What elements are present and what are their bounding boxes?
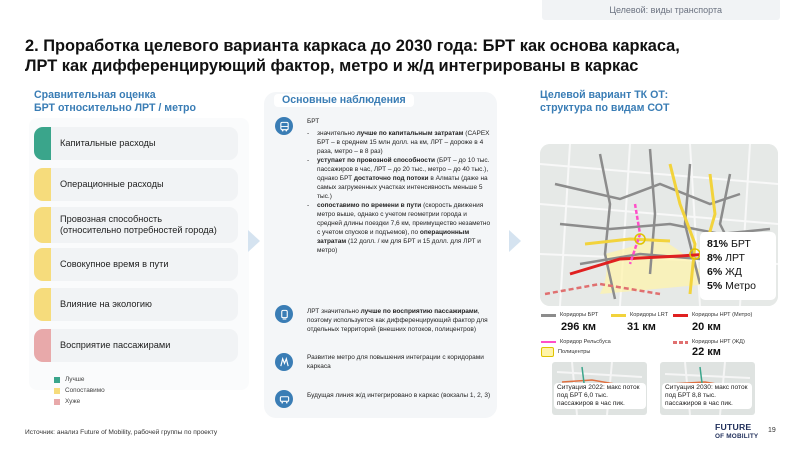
metro-observation: Развитие метро для повышения интеграции с коридорами каркаса <box>307 354 484 370</box>
source-note: Источник: анализ Future of Mobility, рабочей группы по проекту <box>25 429 218 436</box>
rating-comparable-bar <box>34 168 51 201</box>
legend-comparable: Сопоставимо <box>54 387 105 394</box>
legend-brt: Коридоры БРТ <box>541 312 598 318</box>
share-brt: 81% БРТ <box>707 238 751 250</box>
brt-bullet-capex: - значительно лучше по капитальным затратам (CAPEX БРТ – в среднем 15 млн долл. на км, ЛРТ – дороже в 4 раза, метро – в 8 раз) <box>307 129 492 156</box>
share-lrt: 8% ЛРТ <box>707 252 745 264</box>
criterion-travel-time: Совокупное время в пути <box>34 248 238 281</box>
legend-lrt: Коридоры LRT <box>611 312 668 318</box>
section-tag: Целевой: виды транспорта <box>542 0 780 20</box>
page-title-line1: 2. Проработка целевого варианта каркаса до 2030 года: БРТ как основа каркаса, <box>25 37 680 55</box>
future-of-mobility-logo: FUTURE OF MOBILITY <box>715 422 759 440</box>
left-heading: Сравнительная оценка БРТ относительно ЛРТ / метро <box>34 89 196 114</box>
share-rail: 6% ЖД <box>707 266 742 278</box>
brt-bullet-capacity: - уступает по провозной способности (БРТ – до 10 тыс. пассажиров в час, ЛРТ – до 20 тыс., метро – до 40 тыс.), однако БРТ достаточно под потоки в Алматы (даже на самых загруженных участках интенсивность меньше 5 тыс.) <box>307 156 492 201</box>
observations-heading: Основные наблюдения <box>274 94 414 107</box>
situation-2030-caption: Ситуация 2030: макс поток под БРТ 8,8 тыс. пассажиров в час пик. <box>662 383 752 409</box>
train-icon <box>275 390 293 408</box>
brt-observations <box>307 117 492 255</box>
legend-polycenters: Полицентры <box>541 347 590 357</box>
bus-icon <box>275 117 293 135</box>
legend-rail: Коридоры НРТ (ЖД) <box>673 339 745 345</box>
share-metro: 5% Метро <box>707 280 756 292</box>
right-heading: Целевой вариант ТК ОТ: структура по видам СОТ <box>540 89 670 114</box>
legend-better: Лучше <box>54 376 84 383</box>
page-number: 19 <box>768 427 776 434</box>
criterion-ecology: Влияние на экологию <box>34 288 238 321</box>
mode-share-box <box>700 232 776 300</box>
legend-railbus: Коридор Рельсбуса <box>541 339 611 345</box>
page-title-line2: ЛРТ как дифференцирующий фактор, метро и ж/д интегрированы в каркас <box>25 57 639 75</box>
arrow-right-icon <box>248 230 260 252</box>
rail-observation: Будущая линия ж/д интегрировано в каркас (вокзалы 1, 2, 3) <box>307 392 491 399</box>
km-lrt: 31 км <box>627 321 656 333</box>
km-rail: 22 км <box>692 346 721 358</box>
criterion-perception: Восприятие пассажирами <box>34 329 238 362</box>
km-brt: 296 км <box>561 321 597 333</box>
legend-metro: Коридоры НРТ (Метро) <box>673 312 752 318</box>
lrt-observation: ЛРТ значительно лучше по восприятию пассажирами, поэтому используется как дифференцирующий фактор для отдельных территорий (внешних потоков, полицентров) <box>307 308 488 333</box>
brt-title: БРТ <box>307 118 320 125</box>
rating-better-bar <box>34 127 51 160</box>
rating-worse-bar <box>34 329 51 362</box>
metro-icon <box>275 353 293 371</box>
brt-bullet-time: - сопоставимо по времени в пути (скорость движения метро выше, однако с учетом геометрии города и средней длины поездки 7,6 км, преимущество незаметно с учетом спусков и подъемов), по операционным затратам (12 долл. / км для БРТ и 15 долл. для ЛРТ и метро) <box>307 201 492 255</box>
rating-comparable-bar <box>34 248 51 281</box>
criterion-opex: Операционные расходы <box>34 168 238 201</box>
criterion-capex: Капитальные расходы <box>34 127 238 160</box>
situation-2022-caption: Ситуация 2022: макс поток под БРТ 6,0 тыс. пассажиров в час пик. <box>554 383 646 409</box>
rating-comparable-bar <box>34 207 51 243</box>
legend-worse: Хуже <box>54 398 80 405</box>
tram-icon <box>275 305 293 323</box>
page-title <box>25 36 785 76</box>
criterion-capacity: Провозная способность (относительно потребностей города) <box>34 207 238 243</box>
km-metro: 20 км <box>692 321 721 333</box>
rating-comparable-bar <box>34 288 51 321</box>
arrow-right-icon <box>509 230 521 252</box>
